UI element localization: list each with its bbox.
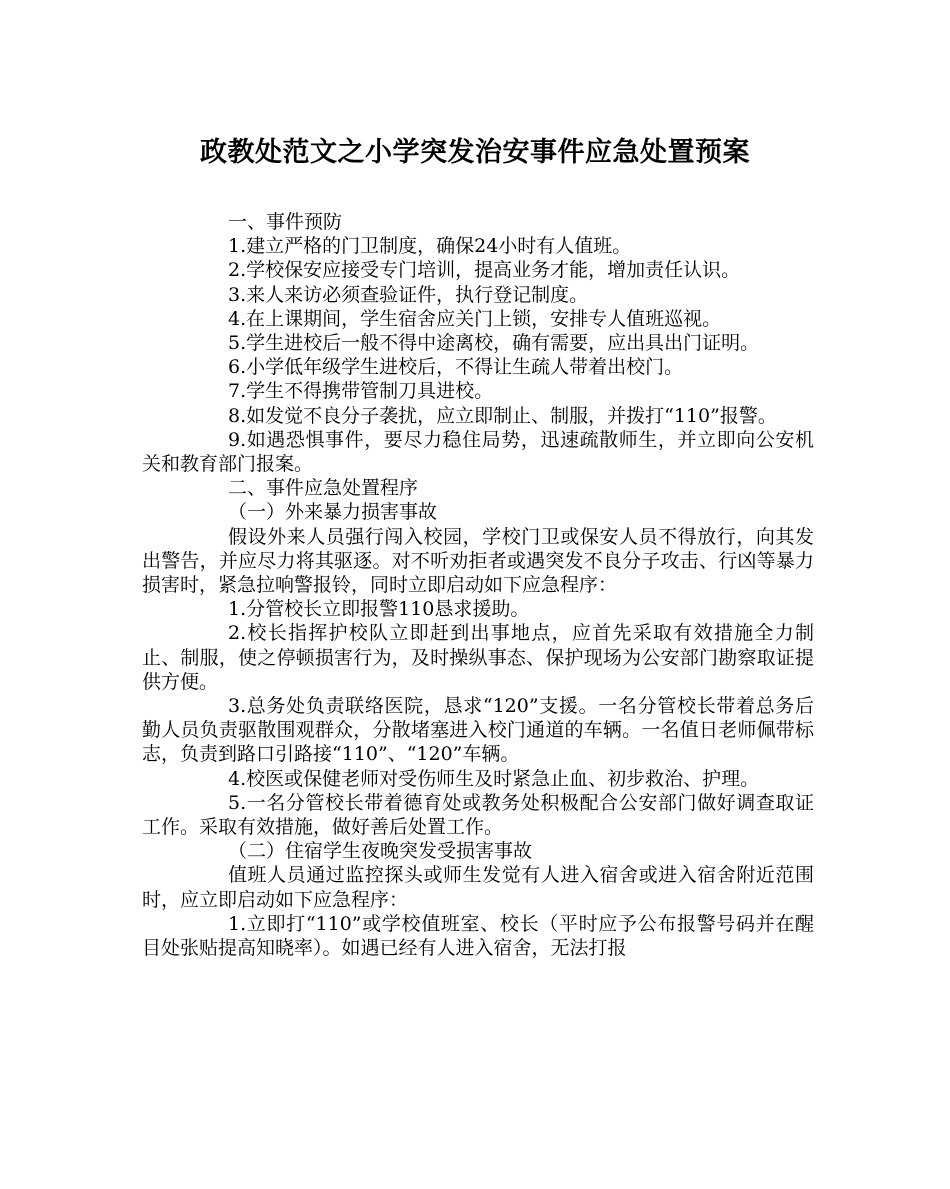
paragraph: 1.立即打“110”或学校值班室、校长（平时应予公布报警号码并在醒目处张贴提高知晓率）。如遇已经有人进入宿舍，无法打报 (142, 912, 814, 960)
paragraph: 3.来人来访必须查验证件，执行登记制度。 (228, 283, 589, 306)
paragraph: 1.分管校长立即报警110恳求援助。 (228, 598, 530, 621)
paragraph: 假设外来人员强行闯入校园，学校门卫或保安人员不得放行，向其发出警告，并应尽力将其驱逐。对不听劝拒者或遇突发不良分子攻击、行凶等暴力损害时，紧急拉响警报铃，同时立即启动如下应急程序： (142, 525, 814, 597)
document-body (142, 210, 814, 960)
document-title: 政教处范文之小学突发治安事件应急处置预案 (200, 137, 750, 168)
paragraph: 5.一名分管校长带着德育处或教务处积极配合公安部门做好调查取证工作。采取有效措施，做好善后处置工作。 (142, 791, 814, 839)
paragraph: 7.学生不得携带管制刀具进校。 (228, 380, 494, 403)
paragraph: 值班人员通过监控探头或师生发觉有人进入宿舍或进入宿舍附近范围时，应立即启动如下应急程序： (142, 864, 814, 911)
paragraph: 4.在上课期间，学生宿舍应关门上锁，安排专人值班巡视。 (228, 307, 722, 330)
paragraph: 8.如发觉不良分子袭扰，应立即制止、制服，并拨打“110”报警。 (228, 404, 777, 427)
paragraph: 1.建立严格的门卫制度，确保24小时有人值班。 (228, 235, 632, 258)
paragraph: 9.如遇恐惧事件，要尽力稳住局势，迅速疏散师生，并立即向公安机关和教育部门报案。 (142, 428, 814, 476)
paragraph: 一、事件预防 (228, 211, 343, 233)
paragraph: 4.校医或保健老师对受伤师生及时紧急止血、初步救治、护理。 (228, 767, 760, 790)
paragraph: 6.小学低年级学生进校后，不得让生疏人带着出校门。 (228, 356, 684, 379)
paragraph: （一）外来暴力损害事故 (228, 501, 438, 524)
paragraph: 2.学校保安应接受专门培训，提高业务才能，增加责任认识。 (228, 259, 741, 282)
paragraph: 5.学生进校后一般不得中途离校，确有需要，应出具出门证明。 (228, 332, 760, 355)
paragraph: 二、事件应急处置程序 (228, 477, 419, 500)
paragraph: （二）住宿学生夜晚突发受损害事故 (228, 840, 533, 863)
paragraph: 2.校长指挥护校队立即赶到出事地点，应首先采取有效措施全力制止、制服，使之停顿损害行为，及时操纵事态、保护现场为公安部门勘察取证提供方便。 (142, 622, 814, 693)
paragraph: 3.总务处负责联络医院，恳求“120”支援。一名分管校长带着总务后勤人员负责驱散围观群众，分散堵塞进入校门通道的车辆。一名值日老师佩带标志，负责到路口引路接“110”、“120”车辆。 (142, 695, 814, 766)
